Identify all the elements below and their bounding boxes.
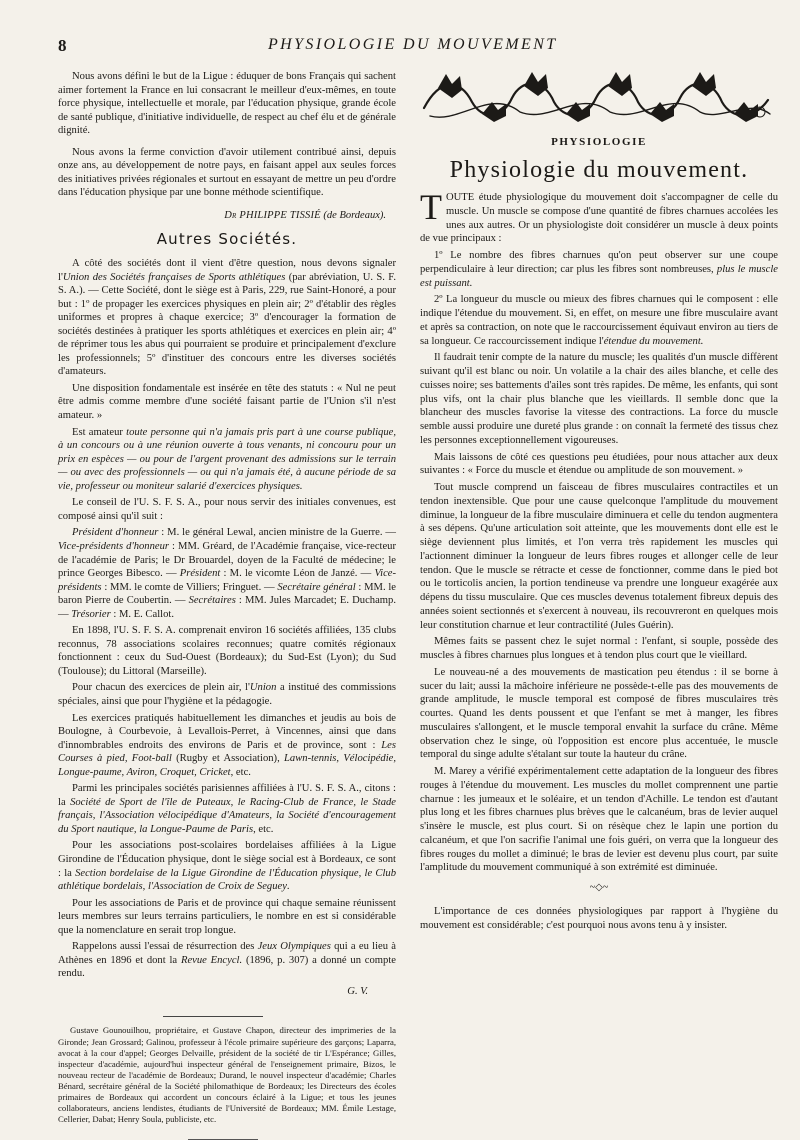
section-label: PHYSIOLOGIE <box>551 136 647 148</box>
separator-ornament: ~◇~ <box>589 882 609 894</box>
author-signature <box>58 209 386 223</box>
paragraph: Pour chacun des exercices de plein air, l'Union a institué des commissions spéciales, ainsi que pour l'hygiène et la pédagogie. <box>58 682 396 707</box>
paragraph: Mais laissons de côté ces questions peu étudiées, pour nous attacher aux deux suivantes : « Force du muscle et étendue ou amplitude de son mouvement. » <box>420 451 778 477</box>
paragraph: Le conseil de l'U. S. F. S. A., pour nous servir des initiales convenues, est composé ainsi qu'il suit : <box>58 497 396 522</box>
paragraph: Mêmes faits se passent chez le sujet normal : l'enfant, si souple, possède des muscles à fibres charnues plus longues et à tendon plus court que le vieillard. <box>420 636 778 662</box>
paragraph: Président d'honneur : M. le général Lewal, ancien ministre de la Guerre. — Vice-présidents d'honneur : MM. Gréard, de l'Académie française, vice-recteur de l'académie de Paris; le Dr Brouardel, doyen de la Faculté de médecine; le prince Georges Bibesco. — Président : M. le vicomte Léon de Janzé. — Vice-présidents : MM. le comte de Villiers; Fringuet. — Secrétaire général : MM. le baron Pierre de Coubertin. — Secrétaires : MM. Jules Marcadet; E. Duchamp. — Trésorier : M. E. Callot. <box>58 527 397 620</box>
footnote-divider <box>163 1016 263 1017</box>
author-place: (de Bordeaux). <box>323 209 386 221</box>
author-name: Dr PHILIPPE TISSIÉ <box>224 209 321 221</box>
paragraph: Parmi les principales sociétés parisiennes affiliées à l'U. S. F. S. A., citons : la Société de Sport de l'île de Puteaux, le Racing-Club de France, le Stade français, l'Association vélocipédique d'Amateurs, la Société d'encouragement du Sport nautique, la Longue-Paume de Paris, etc. <box>58 783 397 835</box>
paragraph: A côté des sociétés dont il vient d'être question, nous devons signaler l'Union des Sociétés françaises de Sports athlétiques (par abréviation, U. S. F. S. A.). — Cette Société, dont le siège est à Paris, 229, rue Saint-Honoré, a pour but : 1º de propager les exercices physiques en plein air; 2º d'établir des règles uniformes et propres à chaque exercice; 3º d'encourager la formation de sociétés destinées à pratiquer les sports athlétiques et exercices en plein air; 4º de réprimer tous les abus qui pourraient se produire et principalement d'exclure les professionnels; 5º d'instituer des concours entre les diverses sociétés d'amateurs. <box>58 258 396 378</box>
paragraph: Tout muscle comprend un faisceau de fibres musculaires contractiles et un tendon inextensible. Que pour une cause quelconque l'amplitude du mouvement diminue, la longueur de la fibre musculaire diminuera et celle du tendon augmentera à ses dépens. Qu'une articulation soit atteinte, que les mouvements dont elle est le siège deviennent plus limités, et l'on verra très rapidement les muscles qui l'actionnent diminuer la longueur de leurs fibres rouges et allonger celle de leur tendon. Que le muscle se rétracte et cesse de fonctionner, comme dans le pied bot ou le torticolis ancien, la portion tendineuse va prendre une longueur exagérée aux dépens du tissu musculaire. Que ces muscles devenus totalement fibreux depuis des années soient sectionnés et s'exercent à nouveau, ils recouvreront en quelques mois leur constitution charnue et leur contractilité (Jules Guérin). <box>420 482 778 631</box>
article-initials: G. V. <box>347 985 368 997</box>
paragraph: Les exercices pratiqués habituellement les dimanches et jeudis au bois de Boulogne, à Courbevoie, à Levallois-Perret, à Vincennes, ainsi que dans d'innombrables endroits des environs de Paris et de province, sont : Les Courses à pied, Foot-ball (Rugby et Association), Lawn-tennis, Vélocipédie, Longue-paume, Aviron, Croquet, Cricket, etc. <box>58 712 396 778</box>
vine-ornament-icon <box>420 68 776 126</box>
paragraph: Le nouveau-né a des mouvements de mastication peu étendus : il se borne à sucer du lait; aussi la mâchoire inférieure ne possède-t-elle pas des mouvements de grande amplitude, le muscle temporal est composé de fibres musculaires très courtes. Quand les dents poussent et que l'enfant se met à manger, les fibres musculaires s'allongent, et le muscle temporal envahit la surface du crâne. Même observation chez le singe, où l'opposition est encore plus accentuée, le muscle temporal du singe adulte s'étalant sur toute la hauteur du crâne. <box>420 666 778 761</box>
paragraph: 1º Le nombre des fibres charnues qu'on peut observer sur une coupe perpendiculaire à leur direction; car plus les fibres sont nombreuses, plus le muscle est puissant. <box>420 250 778 289</box>
paragraph: 2º La longueur du muscle ou mieux des fibres charnues qui le composent : elle indique l'étendue du mouvement. Si, en effet, on mesure une fibre musculaire avant et après sa contraction, on note que le raccourcissement équivaut environ au tiers de sa longueur. Ce raccourcissement indique l'étendue du mouvement. <box>420 294 778 347</box>
article-title: Physiologie du mouvement. <box>449 156 749 183</box>
paragraph: L'importance de ces données physiologiques par rapport à l'hygiène du mouvement est considérable; c'est pourquoi nous avons tenu à y insister. <box>420 905 778 931</box>
page-header <box>58 36 760 62</box>
paragraph: M. Marey a vérifié expérimentalement cette adaptation de la longueur des fibres rouges à l'étendue du mouvement. Les muscles du mollet comprennent une partie charnue : les jumeaux et le soléaire, et un tendon d'Achille. Le tendon est d'autant plus long et les fibres charnues plus brèves que le calcanéum, bras de levier auquel s'insère le muscle, est plus court. Si on résèque chez le lapin une portion du calcanéum, et que l'on sacrifie l'animal une fois guéri, on verra que la longueur des fibres rouges du mollet a diminué; le bras de levier est devenu plus court, par suite l'amplitude du mouvement communiqué à son extrémité est diminuée. <box>420 766 778 874</box>
footnote: Gustave Gounouilhou, propriétaire, et Gustave Chapon, directeur des imprimeries de la Gironde; Jean Grossard; Galinou, professeur à l'école primaire supérieure des garçons; Laparra, avocat à la cour d'appel; Georges Delvaille, président de la société de tir L'Espérance; Gilles, inspecteur d'académie, aujourd'hui inspecteur général de l'enseignement primaire, Bizos, le nouveau recteur de l'académie de Bordeaux; Durand, le nouvel inspecteur d'académie; Charles Bénard, secrétaire général de la Société philomathique de Bordeaux; les Directeurs des écoles primaires de Bordeaux qui accordent un concours éclairé à la Ligue; et tous les jeunes collaborateurs, anciens lendistes, étudiants de l'Université de Bordeaux; MM. Émile Lestage, Cellerier, Dabat; Henry Soula, publiciste, etc. <box>58 1025 396 1125</box>
right-column <box>420 68 778 935</box>
paragraph: Nous avons la ferme conviction d'avoir utilement contribué ainsi, depuis onze ans, au développement de notre pays, en faisant appel aux seules forces des initiatives privées régionales et surtout en essayant de mettre un peu d'ordre dans l'éducation physique par une bonne méthode scientifique. <box>58 146 396 199</box>
paragraph: Est amateur toute personne qui n'a jamais pris part à une course publique, à un concours ou à une réunion ouverte à tous venants, ni concouru pour un prix en espèces — ou pour de l'argent provenant des admissions sur le terrain — ou avec des professionnels — ou qui n'a jamais été, à aucune période de sa vie, professeur ou moniteur salarié d'exercices physiques. <box>58 426 397 492</box>
paragraph: Pour les associations de Paris et de province qui chaque semaine réunissent leurs membres sur leurs terrains particuliers, le nombre en est si considérable que la nomenclature en serait trop longue. <box>58 897 396 936</box>
paragraph: Rappelons aussi l'essai de résurrection des Jeux Olympiques qui a eu lieu à Athènes en 1896 et dont la Revue Encycl. (1896, p. 307) a donné un compte rendu. <box>58 941 396 980</box>
section-title: Autres Sociétés. <box>156 230 298 249</box>
paragraph: Il faudrait tenir compte de la nature du muscle; les qualités d'un muscle diffèrent suivant qu'il est blanc ou noir. Un volatile a la chair des ailes blanche, et celle des cuisses noire; ses battements d'ailes sont très rapides. De même, les enfants, qui sont plus vifs, ont la chair plus blanche que les vieillards. Il semble donc que la blancheur des muscles favorise la vitesse des contractions. La force du muscle semble aussi produire une dureté plus grande : on connaît la fermeté des tissus chez les personnes exceptionnellement vigoureuses. <box>420 352 778 446</box>
running-title: PHYSIOLOGIE DU MOUVEMENT <box>268 36 558 53</box>
paragraph: TOUTE étude physiologique du mouvement doit s'accompagner de celle du muscle. Un muscle se compose d'une quantité de fibres charnues accolées les unes aux autres. Or un physiologiste doit considérer un muscle à deux points de vue principaux : <box>420 187 778 245</box>
paragraph: En 1898, l'U. S. F. S. A. comprenait environ 16 sociétés affiliées, 135 clubs reconnus, 78 associations scolaires reconnues; quatre comités régionaux fonctionnent : ceux du Sud-Ouest (Bordeaux); du Sud-Est (Lyon); du Sud (Toulouse); du Littoral (Marseille). <box>58 625 396 677</box>
page-number: 8 <box>58 36 67 55</box>
left-column <box>58 70 396 1140</box>
paragraph: Une disposition fondamentale est insérée en tête des statuts : « Nul ne peut être admis comme membre d'une société faisant partie de l'Union s'il n'est amateur. » <box>58 382 396 422</box>
paragraph: Nous avons défini le but de la Ligue : éduquer de bons Français qui sachent aimer fortement la France en lui consacrant le meilleur d'eux-mêmes, en toute force physique, intellectuelle et morale, par l'éducation physique, grande école de santé publique, d'initiative individuelle, de respect au chef élu et de générale dignité. <box>58 71 396 137</box>
paragraph: Pour les associations post-scolaires bordelaises affiliées à la Ligue Girondine de l'Éducation physique, dont le siège social est à Bordeaux, ce sont : la Section bordelaise de la Ligue Girondine de l'Éducation physique, le Club athlétique bordelais, l'Association de Croix de Seguey. <box>58 840 397 893</box>
drop-cap: T <box>420 187 442 228</box>
